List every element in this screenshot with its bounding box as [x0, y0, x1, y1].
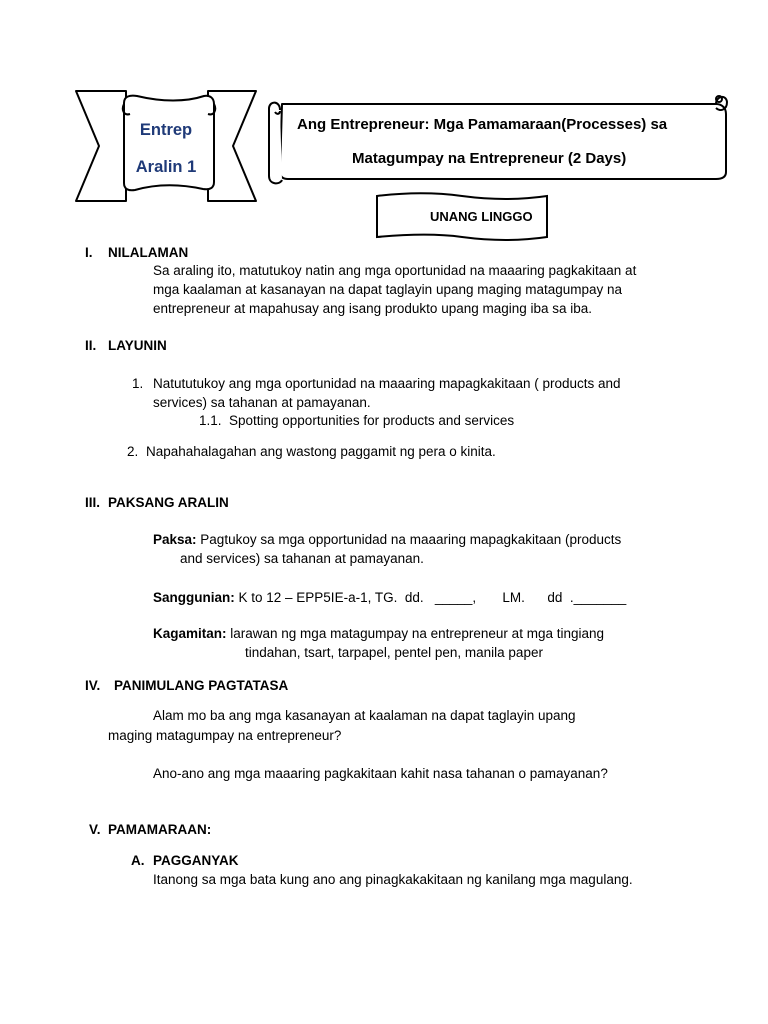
week-label: UNANG LINGGO: [430, 209, 533, 224]
section-1-line-3: entrepreneur at mapahusay ang isang produkto upang maging iba sa iba.: [153, 301, 593, 316]
sanggunian-line: [153, 588, 626, 607]
paksa-line-2: and services) sa tahanan at pamayanan.: [180, 551, 424, 566]
section-5-heading: PAMAMARAAN:: [108, 822, 212, 837]
ribbon-banner-shape: [76, 91, 256, 201]
subsection-a-heading: PAGGANYAK: [153, 853, 239, 868]
paksa-label: Paksa:: [153, 532, 197, 547]
subsection-a-text: Itanong sa mga bata kung ano ang pinagkakakitaan ng kanilang mga magulang.: [153, 872, 633, 887]
section-3-heading: PAKSANG ARALIN: [108, 495, 229, 510]
objective-1-line-2: services) sa tahanan at pamayanan.: [153, 395, 371, 410]
section-1-number: I.: [85, 245, 93, 260]
question-1-line-2: maging matagumpay na entrepreneur?: [108, 728, 342, 743]
objective-2-number: 2.: [127, 444, 139, 459]
kagamitan-label: Kagamitan:: [153, 626, 227, 641]
question-2: Ano-ano ang mga maaaring pagkakitaan kahit nasa tahanan o pamayanan?: [153, 766, 608, 781]
sanggunian-text: K to 12 – EPP5IE-a-1, TG. dd. _____, LM. dd ._______: [234, 590, 627, 605]
section-1-line-2: mga kaalaman at kasanayan na dapat taglayin upang maging matagumpay na: [153, 282, 623, 297]
kagamitan-line-1: [153, 624, 604, 643]
question-1-line-1: Alam mo ba ang mga kasanayan at kaalaman na dapat taglayin upang: [153, 708, 576, 723]
section-3-number: III.: [85, 495, 101, 510]
section-1-line-1: Sa araling ito, matutukoy natin ang mga oportunidad na maaaring pagkakitaan at: [153, 263, 637, 278]
paksa-text: Pagtukoy sa mga opportunidad na maaaring mapagkakitaan (products: [196, 532, 622, 547]
paksa-line-1: [153, 530, 621, 549]
kagamitan-text: larawan ng mga matagumpay na entrepreneur at mga tingiang: [226, 626, 604, 641]
objective-1-1-text: Spotting opportunities for products and services: [229, 413, 515, 428]
objective-1-1-number: 1.1.: [199, 413, 222, 428]
objective-1-number: 1.: [132, 376, 144, 391]
section-4-heading: PANIMULANG PAGTATASA: [114, 678, 289, 693]
title-line-1: Ang Entrepreneur: Mga Pamamaraan(Processes) sa: [297, 116, 668, 133]
objective-1-line-1: Natututukoy ang mga oportunidad na maaaring mapagkakitaan ( products and: [153, 376, 621, 391]
objective-2-text: Napahahalagahan ang wastong paggamit ng pera o kinita.: [146, 444, 496, 459]
section-1-heading: NILALAMAN: [108, 245, 189, 260]
kagamitan-line-2: tindahan, tsart, tarpapel, pentel pen, manila paper: [245, 645, 543, 660]
section-5-number: V.: [89, 822, 101, 837]
title-line-2: Matagumpay na Entrepreneur (2 Days): [352, 150, 627, 167]
section-2-number: II.: [85, 338, 97, 353]
section-2-heading: LAYUNIN: [108, 338, 167, 353]
section-4-number: IV.: [85, 678, 101, 693]
badge-line-2: Aralin 1: [135, 158, 197, 176]
sanggunian-label: Sanggunian:: [153, 590, 235, 605]
subsection-a-letter: A.: [131, 853, 145, 868]
title-scroll-shape: [269, 96, 727, 183]
badge-line-1: Entrep: [139, 121, 193, 139]
